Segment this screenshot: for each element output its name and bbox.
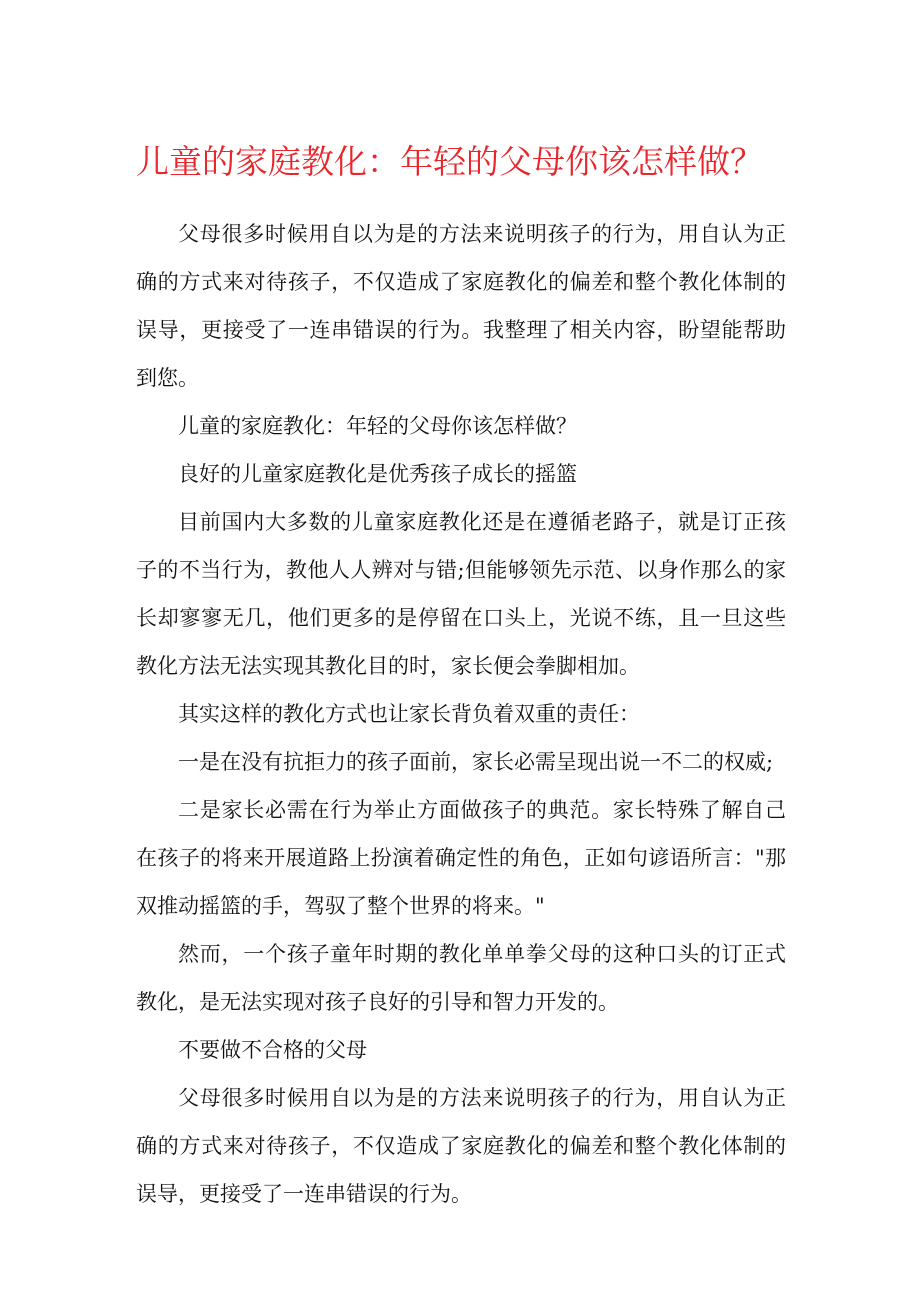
- paragraph-title-repeat: 儿童的家庭教化：年轻的父母你该怎样做？: [178, 414, 577, 438]
- paragraph-current-situation: 目前国内大多数的儿童家庭教化还是在遵循老路子，就是订正孩子的不当行为，教他人人辨对与错;但能够领先示范、以身作那么的家长却寥寥无几，他们更多的是停留在口头上，光说不练，且一旦这些教化方法无法实现其教化目的时，家长便会拳脚相加。: [136, 510, 786, 678]
- paragraph-subheading-parents: 不要做不合格的父母: [178, 1038, 367, 1062]
- paragraph-point-one: 一是在没有抗拒力的孩子面前，家长必需呈现出说一不二的权威;: [178, 750, 774, 774]
- document-body: [136, 210, 786, 1218]
- paragraph-however: 然而，一个孩子童年时期的教化单单拳父母的这种口头的订正式教化，是无法实现对孩子良好的引导和智力开发的。: [136, 942, 786, 1014]
- paragraph-intro: 父母很多时候用自以为是的方法来说明孩子的行为，用自认为正确的方式来对待孩子，不仅造成了家庭教化的偏差和整个教化体制的误导，更接受了一连串错误的行为。我整理了相关内容，盼望能帮助到您。: [136, 222, 786, 390]
- paragraph-subheading-cradle: 良好的儿童家庭教化是优秀孩子成长的摇篮: [178, 462, 577, 486]
- paragraph-dual-responsibility: 其实这样的教化方式也让家长背负着双重的责任：: [178, 702, 640, 726]
- paragraph-point-two: 二是家长必需在行为举止方面做孩子的典范。家长特殊了解自己在孩子的将来开展道路上扮演着确定性的角色，正如句谚语所言："那双推动摇篮的手，驾驭了整个世界的将来。": [136, 798, 786, 918]
- paragraph-closing: 父母很多时候用自以为是的方法来说明孩子的行为，用自认为正确的方式来对待孩子，不仅造成了家庭教化的偏差和整个教化体制的误导，更接受了一连串错误的行为。: [136, 1086, 786, 1206]
- document-title: 儿童的家庭教化：年轻的父母你该怎样做？: [136, 142, 763, 181]
